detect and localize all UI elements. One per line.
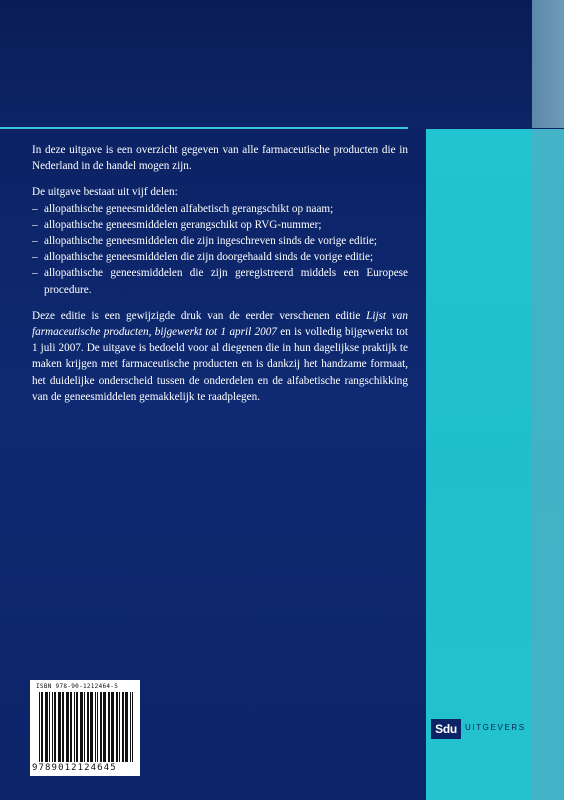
list-item: – allopathische geneesmiddelen gerangschikt op RVG-nummer; xyxy=(32,217,408,233)
edition-paragraph xyxy=(32,308,408,405)
barcode-bar xyxy=(74,692,75,762)
barcode-bar xyxy=(119,692,120,762)
barcode-bar xyxy=(97,692,98,762)
barcode-bar xyxy=(58,692,61,762)
barcode-bar xyxy=(80,692,83,762)
top-band xyxy=(0,0,564,128)
parts-heading: De uitgave bestaat uit vijf delen: xyxy=(32,186,178,199)
blurb-text xyxy=(32,142,408,415)
barcode-bar xyxy=(111,692,114,762)
barcode-digits: 9789012124645 xyxy=(32,763,117,773)
barcode-bar xyxy=(87,692,89,762)
barcode-bar xyxy=(100,692,102,762)
barcode-bar xyxy=(116,692,118,762)
parts-list xyxy=(32,201,408,298)
isbn-barcode xyxy=(30,680,140,776)
cyan-edge-strip xyxy=(532,129,564,800)
list-item: – allopathische geneesmiddelen die zijn doorgehaald sinds de vorige editie; xyxy=(32,249,408,265)
list-item: – allopathische geneesmiddelen alfabetisch gerangschikt op naam; xyxy=(32,201,408,217)
edition-title: Lijst van farmaceutische producten, bijgewerkt tot 1 april 2007 xyxy=(32,309,408,339)
list-item: – allopathische geneesmiddelen die zijn geregistreerd middels een Europese procedure. xyxy=(32,265,408,297)
isbn-number: ISBN 978-90-1212464-5 xyxy=(36,683,119,690)
barcode-bar xyxy=(108,692,110,762)
barcode-bar xyxy=(84,692,85,762)
barcode-bar xyxy=(45,692,48,762)
barcode-bars xyxy=(38,692,134,762)
sdu-logo-mark: Sdu xyxy=(431,719,461,739)
barcode-bar xyxy=(95,692,96,762)
edition-post: en is volledig bijgewerkt tot 1 juli 2007. De uitgave is bedoeld voor al diegenen die in hun dagelijkse praktijk te maken krijgen met farmaceutische producten en is dankzij het handzame formaat, het duidelijke onderscheid tussen de onderdelen en de alfabetische rangschikking van de geneesmiddelen gemakkelijk te raadplegen. xyxy=(32,326,409,403)
barcode-bar xyxy=(52,692,53,762)
barcode-bar xyxy=(90,692,93,762)
barcode-bar xyxy=(41,692,43,762)
barcode-bar xyxy=(103,692,106,762)
edition-pre: Deze editie is een gewijzigde druk van de eerder verschenen editie xyxy=(32,309,367,322)
barcode-bar xyxy=(62,692,64,762)
barcode-bar xyxy=(125,692,128,762)
barcode-bar xyxy=(54,692,56,762)
intro-paragraph: In deze uitgave is een overzicht gegeven van alle farmaceutische producten die in Nederland in de handel mogen zijn. xyxy=(32,144,408,173)
cyan-rule xyxy=(0,127,408,129)
publisher-name: UITGEVERS xyxy=(465,723,526,732)
barcode-bar xyxy=(76,692,78,762)
barcode-bar xyxy=(130,692,131,762)
right-edge-strip xyxy=(532,0,564,128)
barcode-bar xyxy=(49,692,50,762)
barcode-bar xyxy=(66,692,69,762)
barcode-bar xyxy=(39,692,40,762)
list-item: – allopathische geneesmiddelen die zijn ingeschreven sinds de vorige editie; xyxy=(32,233,408,249)
barcode-bar xyxy=(122,692,124,762)
barcode-bar xyxy=(132,692,133,762)
publisher-logo xyxy=(431,719,551,739)
barcode-bar xyxy=(70,692,72,762)
